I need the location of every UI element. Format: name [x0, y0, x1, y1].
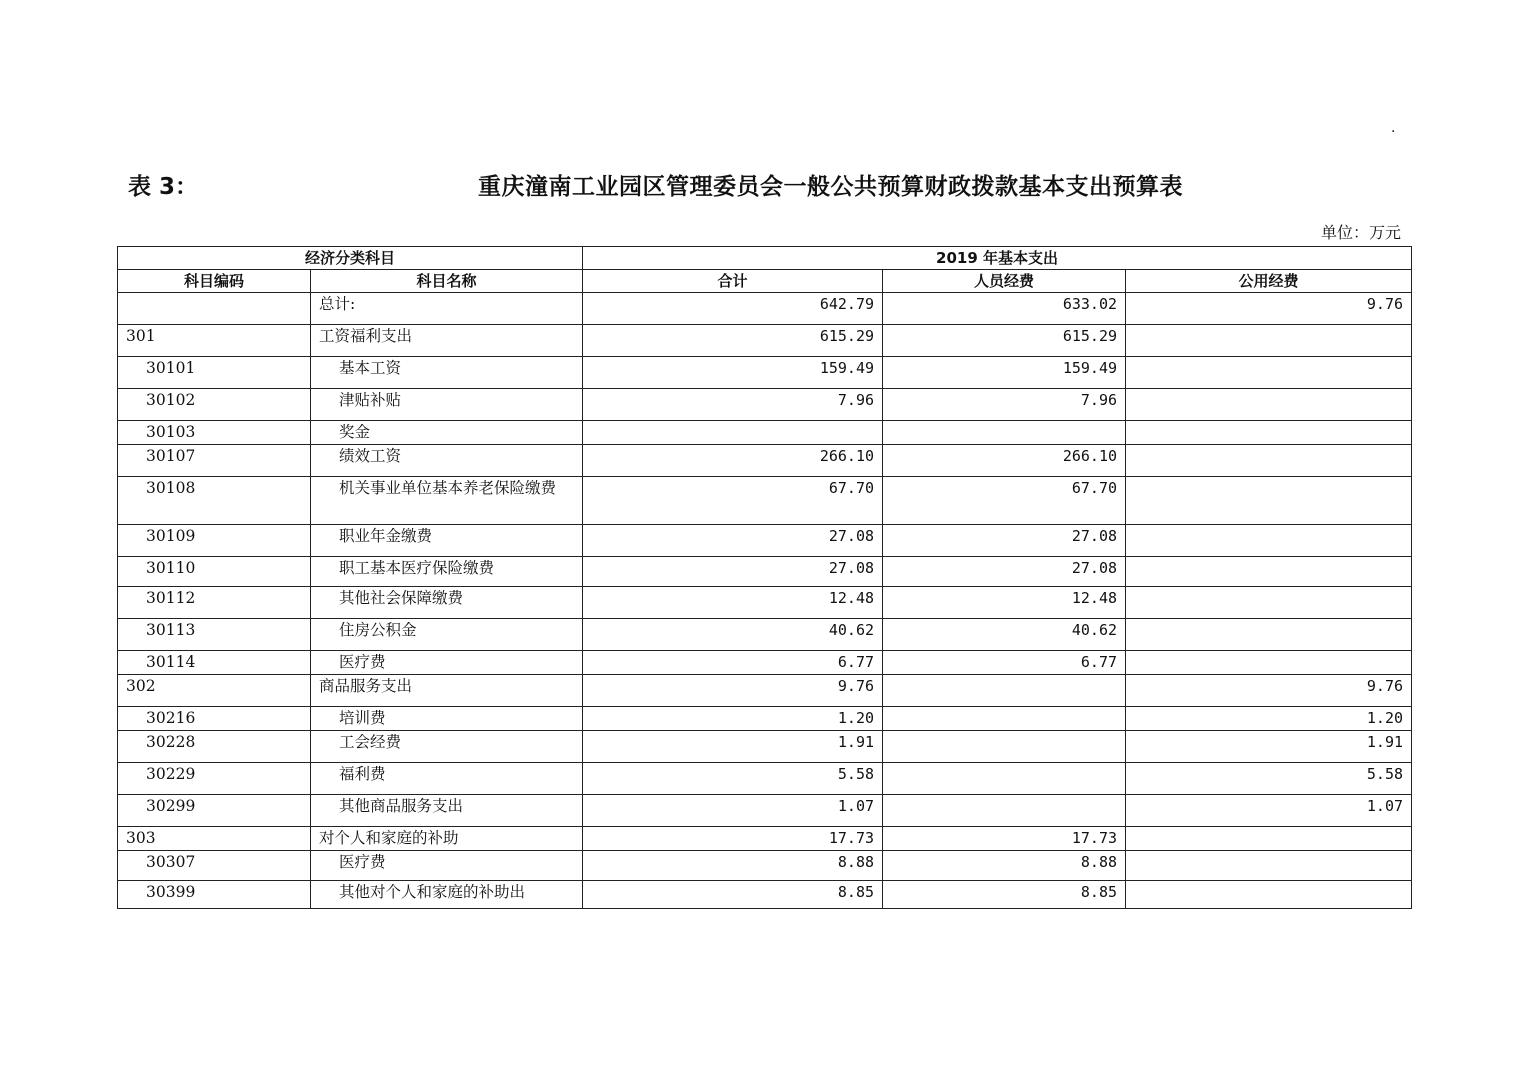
cell-public: 9.76	[1126, 675, 1412, 707]
cell-public: 1.07	[1126, 795, 1412, 827]
cell-public	[1126, 851, 1412, 881]
cell-code	[118, 293, 311, 325]
cell-personnel: 7.96	[883, 389, 1126, 421]
cell-public: 1.91	[1126, 731, 1412, 763]
cell-personnel: 27.08	[883, 525, 1126, 557]
cell-code: 30114	[118, 651, 311, 675]
cell-total: 17.73	[583, 827, 883, 851]
header-public: 公用经费	[1126, 270, 1412, 293]
cell-name: 奖金	[311, 421, 583, 445]
cell-code: 30109	[118, 525, 311, 557]
table-row	[118, 827, 1412, 851]
table-row	[118, 421, 1412, 445]
cell-name: 职业年金缴费	[311, 525, 583, 557]
cell-personnel: 8.88	[883, 851, 1126, 881]
cell-personnel: 12.48	[883, 587, 1126, 619]
cell-name: 其他对个人和家庭的补助出	[311, 881, 583, 909]
cell-public: 9.76	[1126, 293, 1412, 325]
cell-personnel	[883, 675, 1126, 707]
table-row	[118, 619, 1412, 651]
cell-public: 5.58	[1126, 763, 1412, 795]
cell-code: 30101	[118, 357, 311, 389]
cell-total: 6.77	[583, 651, 883, 675]
cell-code: 30229	[118, 763, 311, 795]
document-title: 重庆潼南工业园区管理委员会一般公共预算财政拨款基本支出预算表	[478, 174, 1183, 200]
cell-total: 67.70	[583, 477, 883, 525]
cell-total: 8.88	[583, 851, 883, 881]
header-personnel: 人员经费	[883, 270, 1126, 293]
table-row	[118, 587, 1412, 619]
cell-total: 27.08	[583, 557, 883, 587]
cell-total: 40.62	[583, 619, 883, 651]
table-number: 表 3：	[128, 174, 199, 200]
table-row	[118, 731, 1412, 763]
table-row	[118, 357, 1412, 389]
cell-name: 住房公积金	[311, 619, 583, 651]
table-row	[118, 851, 1412, 881]
cell-total: 9.76	[583, 675, 883, 707]
cell-personnel: 40.62	[883, 619, 1126, 651]
cell-public: 1.20	[1126, 707, 1412, 731]
cell-name: 基本工资	[311, 357, 583, 389]
cell-total: 1.20	[583, 707, 883, 731]
cell-total: 642.79	[583, 293, 883, 325]
unit-label: 单位：万元	[1320, 223, 1401, 242]
cell-code: 30110	[118, 557, 311, 587]
header-group-row	[118, 247, 1412, 270]
cell-public	[1126, 421, 1412, 445]
cell-personnel: 8.85	[883, 881, 1126, 909]
cell-total: 5.58	[583, 763, 883, 795]
table-body	[118, 293, 1412, 909]
cell-code: 30112	[118, 587, 311, 619]
cell-name: 其他社会保障缴费	[311, 587, 583, 619]
cell-code: 30216	[118, 707, 311, 731]
cell-public	[1126, 525, 1412, 557]
cell-public	[1126, 445, 1412, 477]
cell-code: 30107	[118, 445, 311, 477]
cell-name: 工会经费	[311, 731, 583, 763]
cell-code: 302	[118, 675, 311, 707]
cell-personnel: 6.77	[883, 651, 1126, 675]
cell-name: 培训费	[311, 707, 583, 731]
budget-table	[117, 246, 1412, 909]
cell-name: 总计:	[311, 293, 583, 325]
header-total: 合计	[583, 270, 883, 293]
cell-personnel: 615.29	[883, 325, 1126, 357]
cell-personnel: 27.08	[883, 557, 1126, 587]
cell-personnel	[883, 421, 1126, 445]
table-row	[118, 881, 1412, 909]
cell-public	[1126, 619, 1412, 651]
cell-code: 30113	[118, 619, 311, 651]
table-row	[118, 525, 1412, 557]
cell-total	[583, 421, 883, 445]
table-row	[118, 557, 1412, 587]
cell-name: 其他商品服务支出	[311, 795, 583, 827]
cell-code: 30103	[118, 421, 311, 445]
cell-personnel	[883, 795, 1126, 827]
cell-code: 30102	[118, 389, 311, 421]
table-row	[118, 389, 1412, 421]
cell-public	[1126, 477, 1412, 525]
cell-code: 303	[118, 827, 311, 851]
cell-total: 1.91	[583, 731, 883, 763]
table-row	[118, 445, 1412, 477]
header-economic-category: 经济分类科目	[118, 247, 583, 270]
cell-public	[1126, 325, 1412, 357]
header-column-row	[118, 270, 1412, 293]
title-row	[128, 168, 1410, 204]
cell-name: 机关事业单位基本养老保险缴费	[311, 477, 583, 525]
cell-total: 8.85	[583, 881, 883, 909]
cell-personnel: 17.73	[883, 827, 1126, 851]
cell-personnel: 67.70	[883, 477, 1126, 525]
cell-name: 商品服务支出	[311, 675, 583, 707]
cell-total: 266.10	[583, 445, 883, 477]
cell-public	[1126, 389, 1412, 421]
cell-name: 绩效工资	[311, 445, 583, 477]
cell-name: 对个人和家庭的补助	[311, 827, 583, 851]
cell-total: 1.07	[583, 795, 883, 827]
cell-name: 医疗费	[311, 851, 583, 881]
table-row	[118, 707, 1412, 731]
cell-code: 30299	[118, 795, 311, 827]
cell-personnel	[883, 707, 1126, 731]
cell-personnel	[883, 731, 1126, 763]
cell-name: 福利费	[311, 763, 583, 795]
cell-personnel: 159.49	[883, 357, 1126, 389]
cell-public	[1126, 587, 1412, 619]
cell-name: 医疗费	[311, 651, 583, 675]
table-row	[118, 763, 1412, 795]
cell-code: 30108	[118, 477, 311, 525]
cell-name: 津贴补贴	[311, 389, 583, 421]
table-row	[118, 293, 1412, 325]
table-row	[118, 795, 1412, 827]
cell-public	[1126, 357, 1412, 389]
cell-personnel: 633.02	[883, 293, 1126, 325]
cell-code: 30399	[118, 881, 311, 909]
cell-total: 615.29	[583, 325, 883, 357]
cell-public	[1126, 651, 1412, 675]
cell-code: 30307	[118, 851, 311, 881]
page-dot-mark: .	[1391, 120, 1396, 136]
cell-public	[1126, 557, 1412, 587]
table-row	[118, 325, 1412, 357]
cell-public	[1126, 881, 1412, 909]
cell-total: 7.96	[583, 389, 883, 421]
cell-code: 301	[118, 325, 311, 357]
table-row	[118, 477, 1412, 525]
cell-personnel: 266.10	[883, 445, 1126, 477]
cell-name: 职工基本医疗保险缴费	[311, 557, 583, 587]
cell-total: 27.08	[583, 525, 883, 557]
cell-total: 159.49	[583, 357, 883, 389]
table-row	[118, 675, 1412, 707]
cell-code: 30228	[118, 731, 311, 763]
cell-total: 12.48	[583, 587, 883, 619]
cell-public	[1126, 827, 1412, 851]
header-name: 科目名称	[311, 270, 583, 293]
cell-name: 工资福利支出	[311, 325, 583, 357]
header-basic-expenditure: 2019 年基本支出	[583, 247, 1412, 270]
cell-personnel	[883, 763, 1126, 795]
header-code: 科目编码	[118, 270, 311, 293]
table-row	[118, 651, 1412, 675]
